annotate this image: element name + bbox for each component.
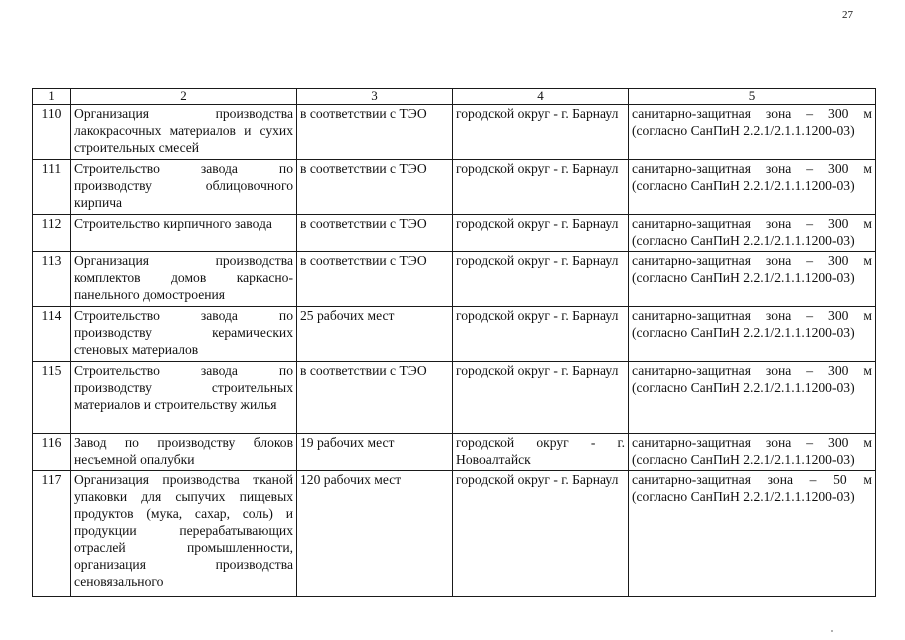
project-size: 19 рабочих мест [297,434,453,471]
project-name: Организация производства лакокрасочных материалов и сухих строительных смесей [71,105,297,160]
sanitary-zone-size: санитарно-защитная зона – 300 м [632,308,872,323]
project-name: Строительство завода по производству строительных материалов и строительству жилья [71,362,297,434]
sanitary-zone-size: санитарно-защитная зона – 300 м [632,363,872,378]
sanitary-zone [629,215,876,252]
page-number: 27 [842,9,853,21]
sanitary-zone-norm: (согласно СанПиН 2.2.1/2.1.1.1200-03) [632,489,855,504]
project-size: в соответствии с ТЭО [297,105,453,160]
project-location: городской округ - г. Барнаул [453,105,629,160]
row-number: 116 [33,434,71,471]
sanitary-zone-norm: (согласно СанПиН 2.2.1/2.1.1.1200-03) [632,325,855,340]
project-name: Завод по производству блоков несъемной опалубки [71,434,297,471]
header-col-5: 5 [629,89,876,105]
table-header [33,89,876,105]
row-number: 110 [33,105,71,160]
header-col-1: 1 [33,89,71,105]
project-location: городской округ - г. Барнаул [453,362,629,434]
row-number: 115 [33,362,71,434]
row-number: 114 [33,307,71,362]
sanitary-zone-norm: (согласно СанПиН 2.2.1/2.1.1.1200-03) [632,452,855,467]
sanitary-zone-norm: (согласно СанПиН 2.2.1/2.1.1.1200-03) [632,270,855,285]
table-row [33,105,876,160]
sanitary-zone [629,362,876,434]
sanitary-zone-norm: (согласно СанПиН 2.2.1/2.1.1.1200-03) [632,380,855,395]
projects-table [32,88,876,597]
sanitary-zone [629,105,876,160]
sanitary-zone-norm: (согласно СанПиН 2.2.1/2.1.1.1200-03) [632,178,855,193]
header-col-4: 4 [453,89,629,105]
sanitary-zone [629,160,876,215]
sanitary-zone [629,252,876,307]
table-row [33,471,876,597]
sanitary-zone-size: санитарно-защитная зона – 300 м [632,253,872,268]
header-col-2: 2 [71,89,297,105]
sanitary-zone-size: санитарно-защитная зона – 50 м [632,472,872,487]
project-location: городской округ - г. Новоалтайск [453,434,629,471]
sanitary-zone [629,307,876,362]
project-location: городской округ - г. Барнаул [453,471,629,597]
sanitary-zone [629,471,876,597]
project-size: в соответствии с ТЭО [297,160,453,215]
scan-speck [831,630,833,632]
project-size: 120 рабочих мест [297,471,453,597]
table-row [33,160,876,215]
table-body [33,105,876,597]
sanitary-zone-norm: (согласно СанПиН 2.2.1/2.1.1.1200-03) [632,123,855,138]
project-name: Строительство кирпичного завода [71,215,297,252]
row-number: 113 [33,252,71,307]
sanitary-zone-norm: (согласно СанПиН 2.2.1/2.1.1.1200-03) [632,233,855,248]
project-name: Строительство завода по производству облицовочного кирпича [71,160,297,215]
project-size: в соответствии с ТЭО [297,215,453,252]
project-name: Организация производства комплектов домов каркасно-панельного домостроения [71,252,297,307]
table-row [33,307,876,362]
row-number: 117 [33,471,71,597]
project-name: Организация производства тканой упаковки для сыпучих пищевых продуктов (мука, сахар, соль) и продукции перерабатывающих отраслей промышленности, организация производства сеновязального [71,471,297,597]
project-location: городской округ - г. Барнаул [453,160,629,215]
project-location: городской округ - г. Барнаул [453,215,629,252]
project-size: в соответствии с ТЭО [297,252,453,307]
header-col-3: 3 [297,89,453,105]
table-row [33,252,876,307]
sanitary-zone [629,434,876,471]
table-row [33,215,876,252]
row-number: 111 [33,160,71,215]
project-location: городской округ - г. Барнаул [453,307,629,362]
header-row [33,89,876,105]
table-row [33,434,876,471]
table-row [33,362,876,434]
sanitary-zone-size: санитарно-защитная зона – 300 м [632,106,872,121]
project-location: городской округ - г. Барнаул [453,252,629,307]
sanitary-zone-size: санитарно-защитная зона – 300 м [632,435,872,450]
sanitary-zone-size: санитарно-защитная зона – 300 м [632,161,872,176]
project-size: 25 рабочих мест [297,307,453,362]
row-number: 112 [33,215,71,252]
sanitary-zone-size: санитарно-защитная зона – 300 м [632,216,872,231]
project-name: Строительство завода по производству керамических стеновых материалов [71,307,297,362]
project-size: в соответствии с ТЭО [297,362,453,434]
